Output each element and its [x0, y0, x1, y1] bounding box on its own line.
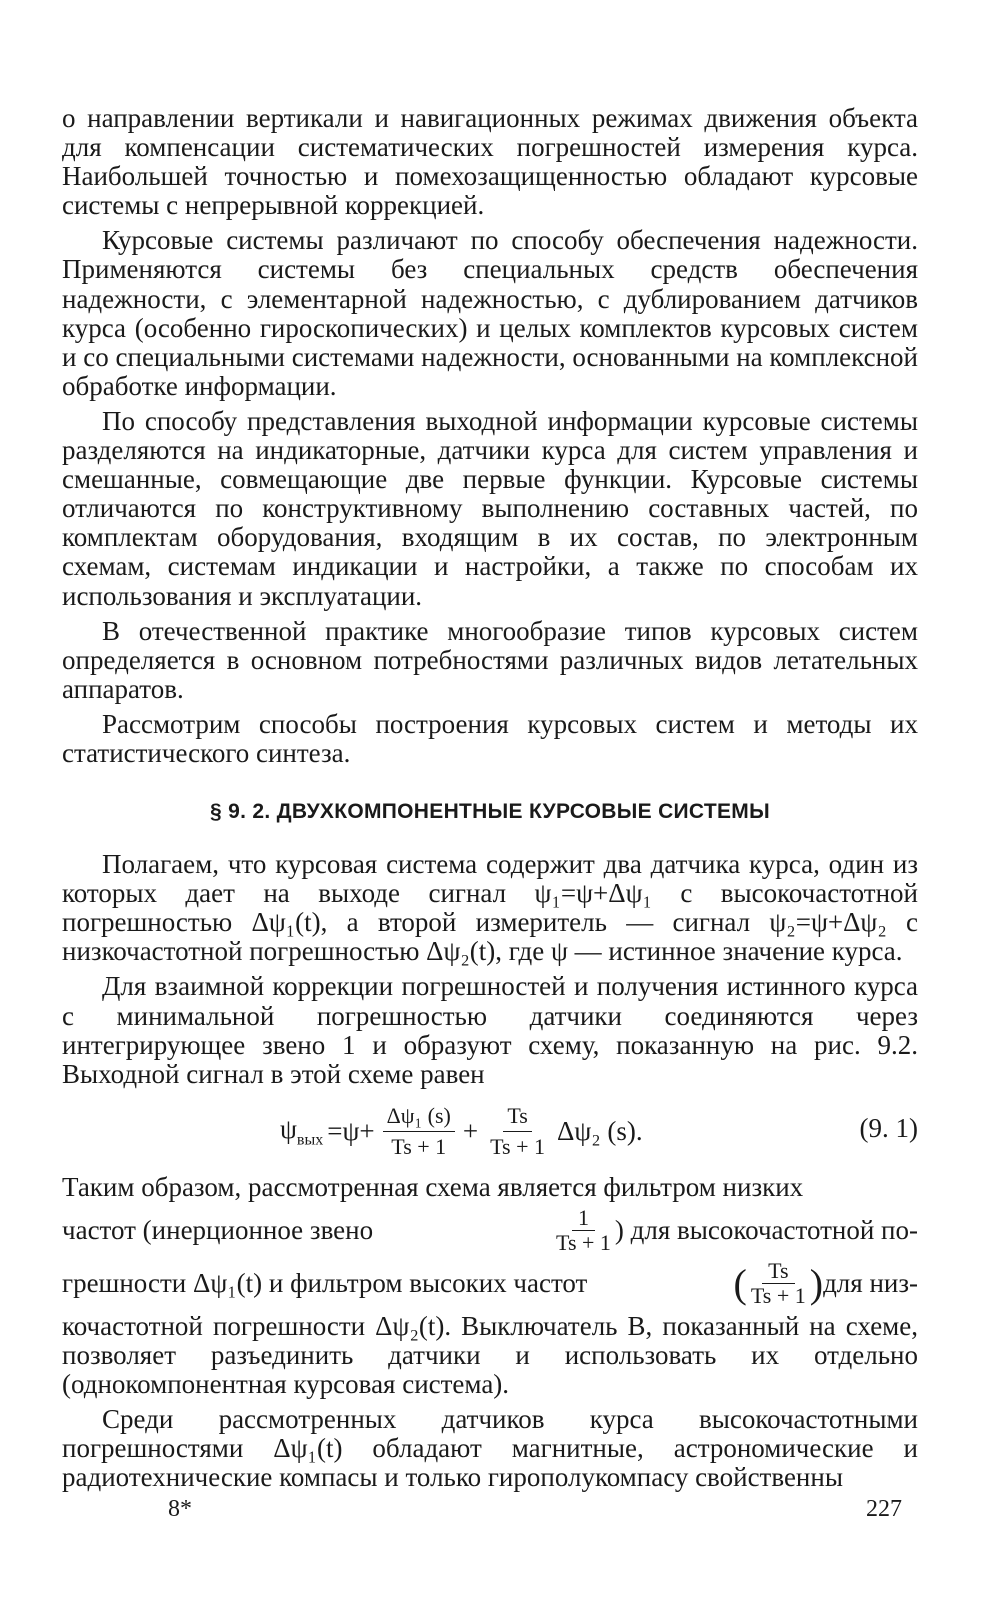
page-footer — [0, 1496, 993, 1536]
equation-lhs: $\psi_{вых}$ — [280, 1113, 324, 1148]
paragraph-8-line-2: частот (инерционное звено $\frac{1}{Ts + 1}$ ) для высокочастотной по- — [62, 1204, 918, 1255]
paragraph-4: В отечественной практике многообразие типов курсовых систем определяется в основном потребностями различных видов летательных аппаратов. — [62, 615, 918, 704]
equation-body — [280, 1103, 643, 1160]
equation-number: (9. 1) — [859, 1112, 918, 1143]
equation-fraction-2: $\frac{Ts}{Ts + 1}$ — [490, 1102, 545, 1159]
equation-plus: + — [462, 1115, 479, 1146]
paragraph-1: о направлении вертикали и навигационных режимах движения объекта для компенсации систематических погрешностей измерения курса. Наибольшей точностью и помехозащищенностью обладают курсовые системы с непрерывной коррекцией. — [62, 103, 918, 221]
printer-signature: 8* — [168, 1496, 192, 1522]
page-body — [62, 104, 918, 1492]
equation-tail: Δψ₂ (s). — [557, 1115, 643, 1146]
equation-9-1 — [62, 1097, 918, 1169]
page-number: 227 — [866, 1496, 902, 1522]
paragraph-5: Рассмотрим способы построения курсовых систем и методы их статистического синтеза. — [62, 708, 918, 768]
equation-eq: =ψ+ — [327, 1115, 375, 1146]
paragraph-9: Среди рассмотренных датчиков курса высокочастотными погрешностями Δψ₁(t) обладают магнитные, астрономические и радиотехнические компасы и только гирополукомпасу свойственны — [62, 1404, 918, 1493]
paragraph-2: Курсовые системы различают по способу обеспечения надежности. Применяются системы без специальных средств обеспечения надежности, с элементарной надежностью, с дублированием датчиков курса (особенно гироскопических) и целых комплектов курсовых систем и со специальными системами надежности, основанными на комплексной обработке информации. — [62, 225, 918, 401]
paragraph-8-rest: кочастотной погрешности Δψ₂(t). Выключатель В, показанный на схеме, позволяет разъединить датчики и использовать их отдельно (однокомпонентная курсовая система). — [62, 1310, 918, 1400]
paragraph-6: Полагаем, что курсовая система содержит два датчика курса, один из которых дает на выходе сигнал ψ₁=ψ+Δψ₁ с высокочастотной погрешностью Δψ₁(t), а второй измеритель — сигнал ψ₂=ψ+Δψ₂ с низкочастотной погрешностью Δψ₂(t), где ψ — истинное значение курса. — [62, 849, 918, 967]
inline-fraction-1: $\frac{1}{Ts + 1}$ — [556, 1204, 611, 1255]
paragraph-3: По способу представления выходной информации курсовые системы разделяются на индикаторные, датчики курса для систем управления и смешанные, совмещающие две первые функции. Курсовые системы отличаются по конструктивному выполнению составных частей, по комплектам оборудования, входящим в их состав, по электронным схемам, системам индикации и настройки, а также по способам их использования и эксплуатации. — [62, 405, 918, 611]
paragraph-7: Для взаимной коррекции погрешностей и получения истинного курса с минимальной погрешностью датчики соединяются через интегрирующее звено 1 и образуют схему, показанную на рис. 9.2. Выходной сигнал в этой схеме равен — [62, 971, 918, 1089]
inline-fraction-2: $\frac{Ts}{Ts + 1}$ — [750, 1257, 806, 1308]
paragraph-8 — [62, 1173, 918, 1399]
equation-fraction-1: $\frac{\text{Δψ₁ (s)}}{Ts + 1}$ — [383, 1103, 455, 1160]
section-heading: § 9. 2. ДВУХКОМПОНЕНТНЫЕ КУРСОВЫЕ СИСТЕМЫ — [210, 800, 770, 824]
paragraph-8-line-3: грешности Δψ₁(t) и фильтром высоких частот ( $\frac{Ts}{Ts + 1}$ ) для низ- — [62, 1257, 918, 1308]
paragraph-8-line-1: Таким образом, рассмотренная схема является фильтром низких — [62, 1171, 804, 1202]
